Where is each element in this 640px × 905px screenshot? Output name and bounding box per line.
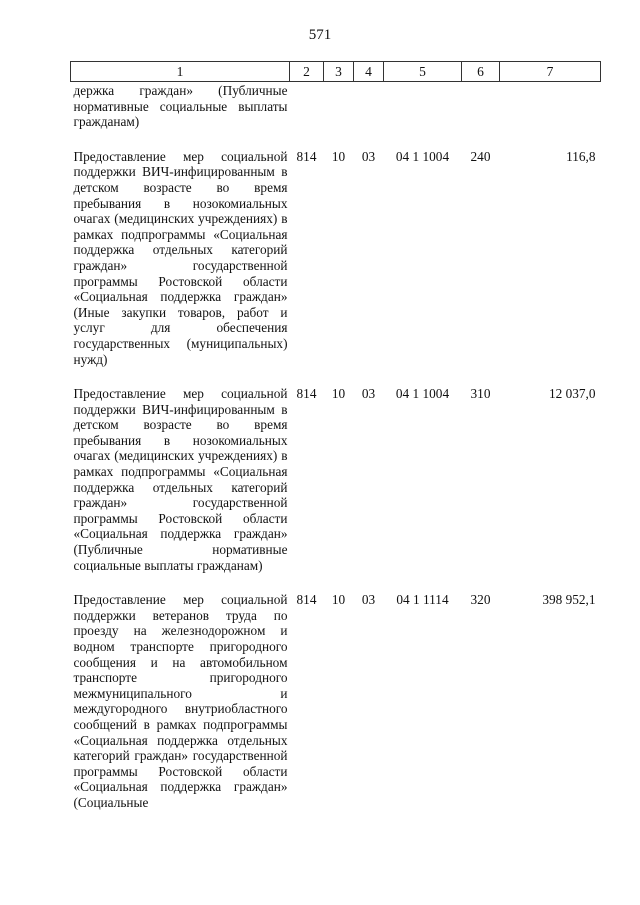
row-target-article: 04 1 1004 [395,386,450,402]
row-subsection: 03 [361,386,376,402]
table-row [71,367,601,573]
header-col-3: 3 [324,62,354,82]
row-name: Предоставление мер социальной поддержки ВИЧ-инфицированным в детском возрасте во время пребывания в нозокомиальных очагах (медицинских учреждениях) в рамках подпрограммы «Социальная поддержка отдельных категорий граждан» государственной программы Ростовской области «Социальная поддержка граждан» (Иные закупки товаров, работ и услуг для обеспечения государственных (муниципальных) нужд) [73,148,288,367]
row-name: Предоставление мер социальной поддержки ВИЧ-инфицированным в детском возрасте во время пребывания в нозокомиальных очагах (медицинских учреждениях) в рамках подпрограммы «Социальная поддержка отдельных категорий граждан» государственной программы Ростовской области «Социальная поддержка граждан» (Публичные нормативные социальные выплаты гражданам) [73,386,288,573]
budget-table [70,61,601,811]
row-expense-type: 320 [470,592,491,608]
row-ministry: 814 [296,148,317,164]
header-col-2: 2 [290,62,324,82]
row-section: 10 [331,592,346,608]
row-target-article: 04 1 1004 [395,148,450,164]
header-row [71,62,601,82]
table-row [71,130,601,367]
row-ministry: 814 [296,592,317,608]
header-col-5: 5 [384,62,462,82]
row-expense-type: 240 [470,148,491,164]
row-subsection: 03 [361,148,376,164]
row-amount: 398 952,1 [542,592,596,608]
row-section: 10 [331,386,346,402]
row-target-article: 04 1 1114 [396,592,449,608]
header-col-7: 7 [500,62,601,82]
page-number: 571 [308,27,332,43]
header-col-6: 6 [462,62,500,82]
continuation-text: держка граждан» (Публичные нормативные социальные выплаты гражданам) [73,83,288,130]
row-ministry: 814 [296,386,317,402]
table-row-continuation [71,82,601,130]
row-amount: 116,8 [566,148,596,164]
row-expense-type: 310 [470,386,491,402]
row-name: Предоставление мер социальной поддержки ветеранов труда по проезду на железнодорожном и водном транспорте пригородного сообщения и на автомобильном транспорте пригородного межмуниципального и междугородного внутриобластного сообщений в рамках подпрограммы «Социальная поддержка отдельных категорий граждан» государственной программы Ростовской области «Социальная поддержка граждан» (Социальные [73,592,288,810]
header-col-4: 4 [354,62,384,82]
row-subsection: 03 [361,592,376,608]
header-col-1: 1 [71,62,290,82]
row-amount: 12 037,0 [548,386,596,402]
table-row [71,573,601,810]
row-section: 10 [331,148,346,164]
